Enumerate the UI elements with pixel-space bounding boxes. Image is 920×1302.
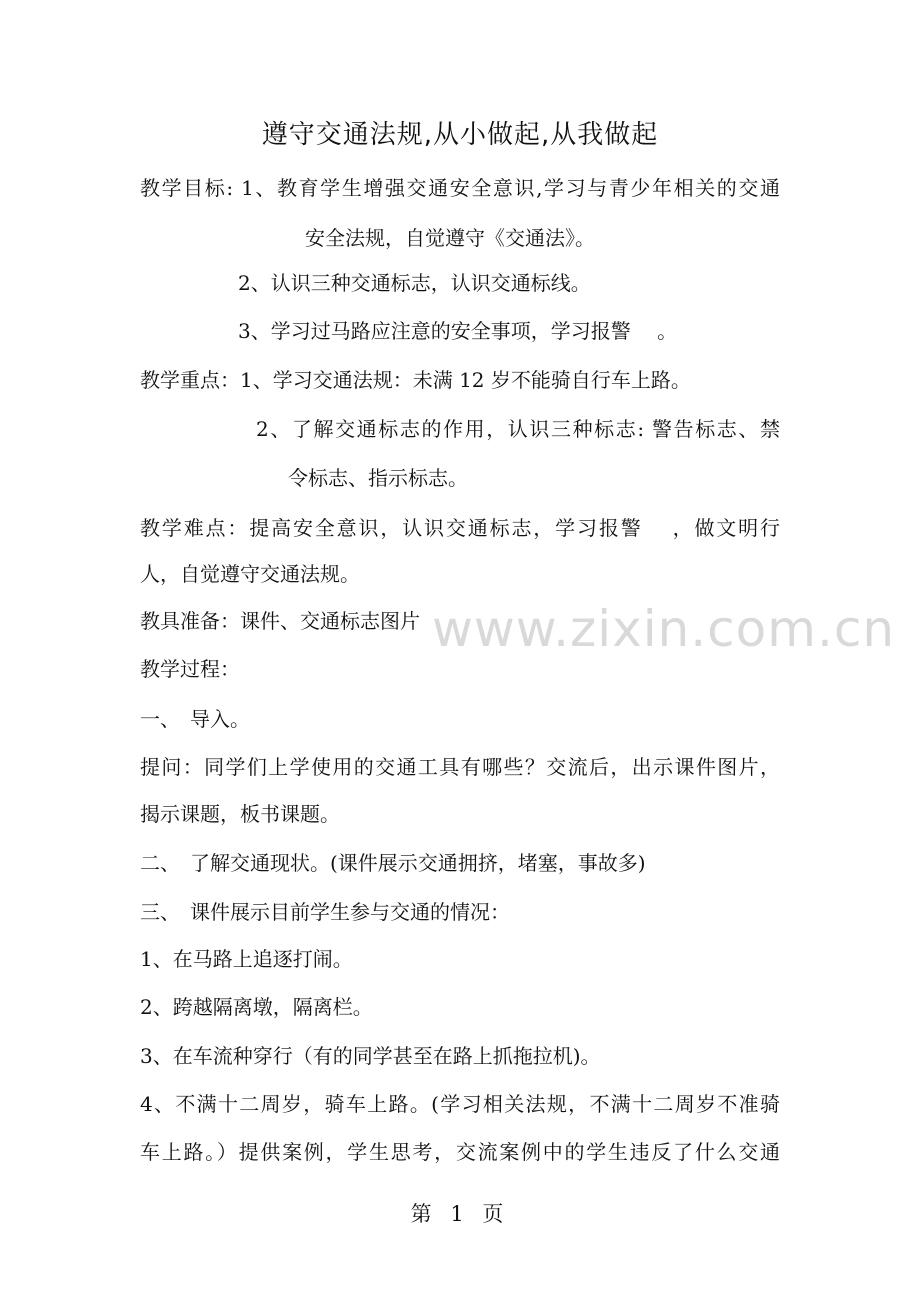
text-line: 教学难点：提高安全意识，认识交通标志，学习报警 ，做文明行 [140,516,780,540]
text-line: 1、在马路上追逐打闹。 [140,947,353,971]
text-line: 揭示课题，板书课题。 [140,802,340,826]
text-line: 安全法规，自觉遵守《交通法》。 [305,226,595,250]
text-line: 二、 了解交通现状。(课件展示交通拥挤，堵塞，事故多) [140,851,646,875]
text-line: 教学重点：1、学习交通法规：未满 12 岁不能骑自行车上路。 [140,368,691,392]
text-line: 2、跨越隔离墩，隔离栏。 [140,995,373,1019]
text-line: 三、 课件展示目前学生参与交通的情况： [140,900,510,924]
text-line: 人，自觉遵守交通法规。 [140,562,360,586]
text-line: 3、在车流种穿行（有的同学甚至在路上抓拖拉机)。 [140,1044,601,1068]
text-line: 令标志、指示标志。 [288,466,468,490]
text-line: 教学过程： [140,657,240,681]
text-line: 车上路。）提供案例，学生思考，交流案例中的学生违反了什么交通 [140,1140,780,1164]
text-line: 2、了解交通标志的作用，认识三种标志: 警告标志、禁 [256,417,780,441]
text-line: 一、 导入。 [140,707,250,731]
text-line: 2、认识三种交通标志，认识交通标线。 [238,271,591,295]
text-line: 3、学习过马路应注意的安全事项，学习报警 。 [238,319,678,343]
text-line: 提问：同学们上学使用的交通工具有哪些？交流后，出示课件图片， [140,755,780,779]
watermark: www.zixin.com.cn [432,600,896,658]
text-line: 4、不满十二周岁，骑车上路。(学习相关法规，不满十二周岁不准骑 [140,1092,780,1116]
text-line: 教具准备：课件、交通标志图片 [140,609,420,633]
page-number: 第 1 页 [410,1202,510,1226]
document-title: 遵守交通法规,从小做起,从我做起 [261,120,659,150]
text-line: 教学目标: 1、教育学生增强交通安全意识,学习与青少年相关的交通 [140,176,780,200]
